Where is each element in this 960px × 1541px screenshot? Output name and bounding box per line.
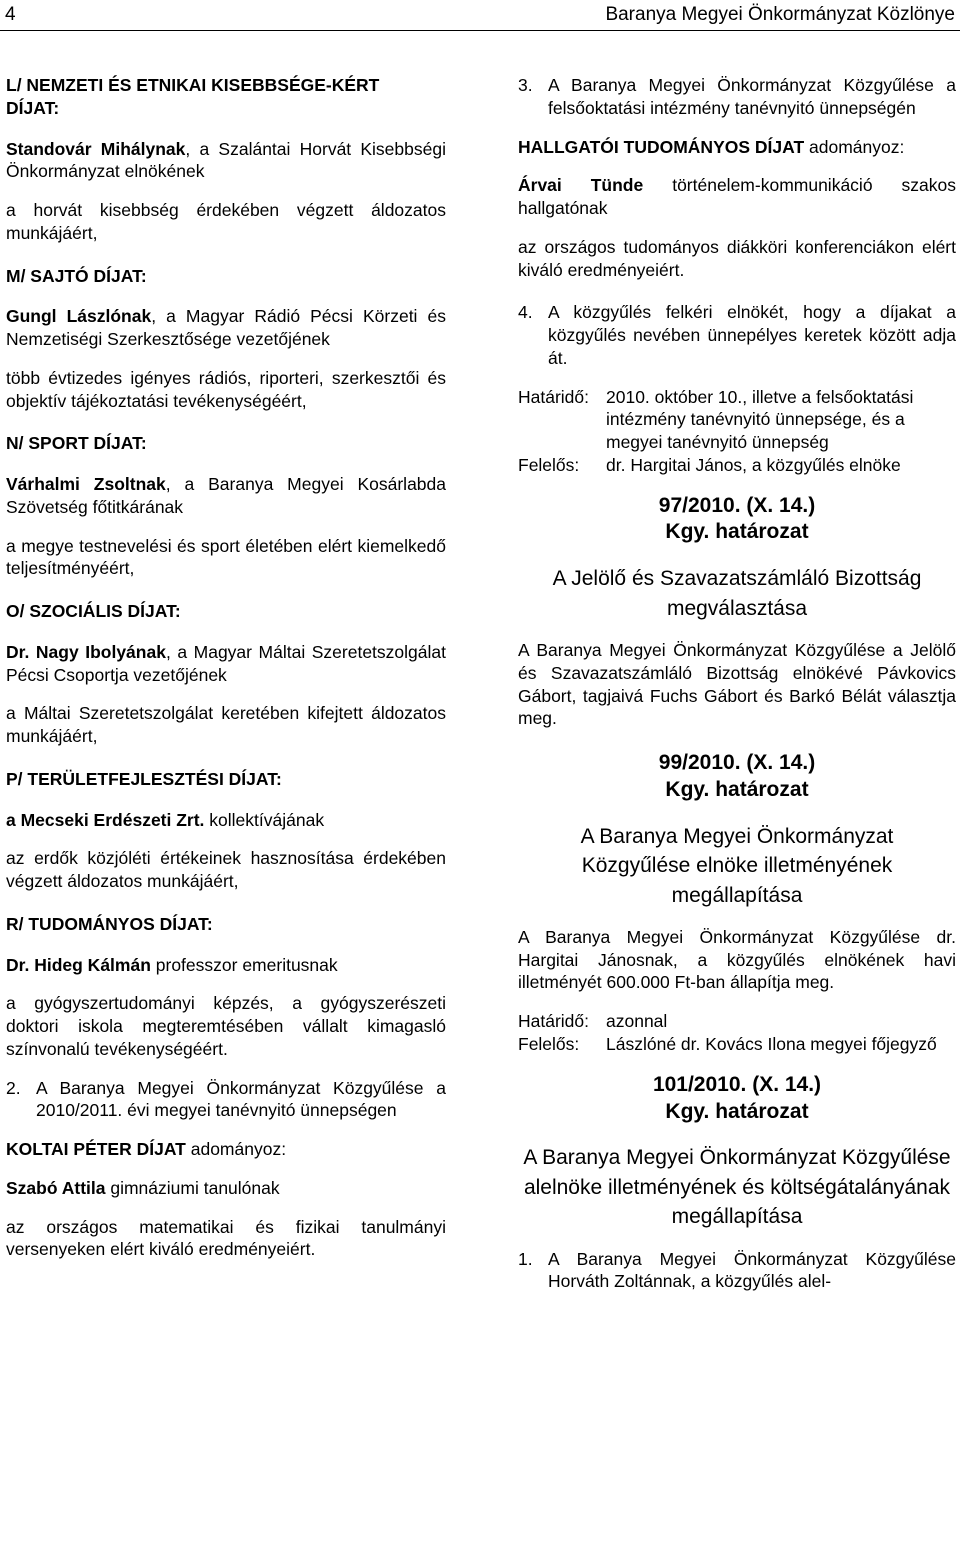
recipient-name: Standovár Mihálynak: [6, 138, 186, 159]
award-reason-n: a megye testnevelési és sport életében elért kiemelkedő teljesítményéért,: [6, 535, 446, 579]
recipient-name: Várhalmi Zsoltnak: [6, 474, 166, 494]
numbered-item-3: [518, 74, 956, 120]
hallgatoi-award-line: [518, 136, 956, 159]
responsible-value: Lászlóné dr. Kovács Ilona megyei főjegyző: [606, 1033, 937, 1054]
resolution-number: 99/2010. (X. 14.): [658, 751, 816, 775]
award-heading-n: N/ SPORT DÍJAT:: [6, 433, 147, 454]
award-heading-r: R/ TUDOMÁNYOS DÍJAT:: [6, 913, 213, 934]
award-recipient-m: [6, 305, 446, 351]
deadline-value: azonnal: [606, 1011, 668, 1032]
deadline-label: Határidő:: [518, 1011, 590, 1032]
recipient-name: Dr. Nagy Ibolyának: [6, 641, 166, 662]
award-verb: adományoz:: [804, 136, 905, 157]
resolution-101-title: A Baranya Megyei Önkormányzat Közgyűlése alelnöke illetményének és költségátalányának megállapítása: [523, 1146, 951, 1229]
item-number: 4.: [518, 302, 533, 323]
responsible-label: Felelős:: [518, 454, 580, 475]
szabo-reason: az országos matematikai és fizikai tanulmányi versenyeken elért kiváló eredményeiért.: [6, 1216, 446, 1260]
award-recipient-n: [6, 473, 446, 519]
award-recipient-l: [6, 138, 446, 184]
award-reason-m: több évtizedes igényes rádiós, riporteri, szerkesztői és objektív tájékoztatási tevékenységéért,: [6, 367, 446, 411]
resolution-number: 97/2010. (X. 14.): [658, 493, 816, 517]
page-header: [0, 0, 960, 31]
resolution-number: 101/2010. (X. 14.): [652, 1072, 822, 1096]
award-reason-p: az erdők közjóléti értékeinek hasznosítása érdekében végzett áldozatos munkájáért,: [6, 848, 446, 891]
numbered-item-1: [518, 1248, 956, 1294]
recipient-role: , a Baranya Megyei Kosárlabda Szövetség főtitkárának: [6, 474, 446, 517]
award-reason-r: a gyógyszertudományi képzés, a gyógyszerészeti doktori iskola megteremtésében vállalt kimagasló színvonalú tevékenységéért.: [6, 993, 446, 1059]
responsible-value: dr. Hargitai János, a közgyűlés elnöke: [606, 454, 901, 475]
item-text: A Baranya Megyei Önkormányzat Közgyűlése a 2010/2011. évi megyei tanévnyitó ünnepségen: [36, 1077, 446, 1121]
recipient-role: kollektívájának: [204, 809, 325, 830]
recipient-name: Gungl Lászlónak: [6, 306, 152, 327]
responsible-row: [518, 1033, 956, 1056]
recipient-role: , a Magyar Rádió Pécsi Körzeti és Nemzetiségi Szerkesztősége vezetőjének: [6, 306, 446, 349]
resolution-99-title: A Baranya Megyei Önkormányzat Közgyűlése elnöke illetményének megállapítása: [580, 824, 894, 907]
deadline-responsible-block-2: [518, 1010, 956, 1056]
resolution-99: [518, 750, 956, 804]
recipient-name: Szabó Attila: [6, 1177, 106, 1198]
award-name: KOLTAI PÉTER DÍJAT: [6, 1139, 186, 1159]
recipient-name: Árvai Tünde: [518, 175, 644, 196]
award-heading-m: M/ SAJTÓ DÍJAT:: [6, 265, 147, 286]
award-recipient-o: [6, 641, 446, 687]
recipient-role: gimnáziumi tanulónak: [105, 1177, 280, 1198]
item-text: A Baranya Megyei Önkormányzat Közgyűlése a felsőoktatási intézmény tanévnyitó ünnepségén: [548, 75, 956, 118]
resolution-97: [518, 493, 956, 547]
award-reason-l: a horvát kisebbség érdekében végzett áldozatos munkájáért,: [6, 200, 446, 243]
award-name: HALLGATÓI TUDOMÁNYOS DÍJAT: [518, 136, 805, 157]
responsible-row: [518, 454, 956, 477]
item-number: 3.: [518, 75, 533, 95]
journal-title: Baranya Megyei Önkormányzat Közlönye: [605, 4, 955, 25]
arvai-recipient: [518, 174, 956, 220]
recipient-role: professzor emeritusnak: [150, 954, 338, 975]
recipient-role: történelem-kommunikáció szakos hallgatónak: [518, 175, 956, 218]
award-verb: adományoz:: [185, 1139, 287, 1159]
resolution-type: Kgy. határozat: [665, 1099, 809, 1123]
koltai-award-line: [6, 1138, 446, 1161]
award-recipient-r: [6, 954, 446, 977]
deadline-value: 2010. október 10., illetve a felsőoktatási intézmény tanévnyitó ünnepsége, és a megyei tanévnyitó ünnepség: [606, 386, 914, 452]
deadline-row: [518, 1010, 956, 1033]
right-column: [518, 74, 956, 1309]
deadline-row: [518, 386, 956, 454]
resolution-97-title: A Jelölő és Szavazatszámláló Bizottság megválasztása: [552, 567, 922, 620]
award-reason-o: a Máltai Szeretetszolgálat keretében kifejtett áldozatos munkájáért,: [6, 703, 446, 746]
deadline-responsible-block-1: [518, 386, 956, 477]
resolution-type: Kgy. határozat: [665, 777, 809, 801]
item-number: 2.: [6, 1077, 21, 1098]
left-column: [6, 74, 446, 1277]
resolution-99-text: A Baranya Megyei Önkormányzat Közgyűlése dr. Hargitai Jánosnak, a közgyűlés elnökének havi illetményét 600.000 Ft-ban állapítja meg.: [518, 926, 956, 993]
numbered-item-2: [6, 1077, 446, 1123]
szabo-recipient: [6, 1177, 446, 1200]
numbered-item-4: [518, 301, 956, 369]
recipient-role: , a Magyar Máltai Szeretetszolgálat Pécsi Csoportja vezetőjének: [6, 641, 446, 685]
item-text: A közgyűlés felkéri elnökét, hogy a díjakat a közgyűlés nevében ünnepélyes keretek között adja át.: [548, 302, 956, 368]
award-heading-p: P/ TERÜLETFEJLESZTÉSI DÍJAT:: [6, 768, 282, 789]
award-heading-l: L/ NEMZETI ÉS ETNIKAI KISEBBSÉGE-KÉRT DÍJAT:: [6, 75, 380, 118]
page-number: 4: [5, 4, 16, 25]
award-heading-o: O/ SZOCIÁLIS DÍJAT:: [6, 601, 181, 621]
item-text: A Baranya Megyei Önkormányzat Közgyűlése Horváth Zoltánnak, a közgyűlés alel-: [548, 1248, 956, 1292]
recipient-name: a Mecseki Erdészeti Zrt.: [6, 809, 205, 830]
item-number: 1.: [518, 1248, 533, 1269]
resolution-97-text: A Baranya Megyei Önkormányzat Közgyűlése a Jelölő és Szavazatszámláló Bizottság elnökévé Pávkovics Gábort, tagjaivá Fuchs Gábort és Barkó Bélát választja meg.: [518, 640, 956, 729]
resolution-type: Kgy. határozat: [665, 520, 809, 544]
responsible-label: Felelős:: [518, 1033, 580, 1054]
award-recipient-p: [6, 809, 446, 832]
deadline-label: Határidő:: [518, 386, 590, 407]
recipient-role: , a Szalántai Horvát Kisebbségi Önkormányzat elnökének: [6, 138, 446, 182]
recipient-name: Dr. Hideg Kálmán: [6, 954, 151, 975]
resolution-101: [518, 1072, 956, 1126]
arvai-reason: az országos tudományos diákköri konferenciákon elért kiváló eredményeiért.: [518, 236, 956, 280]
